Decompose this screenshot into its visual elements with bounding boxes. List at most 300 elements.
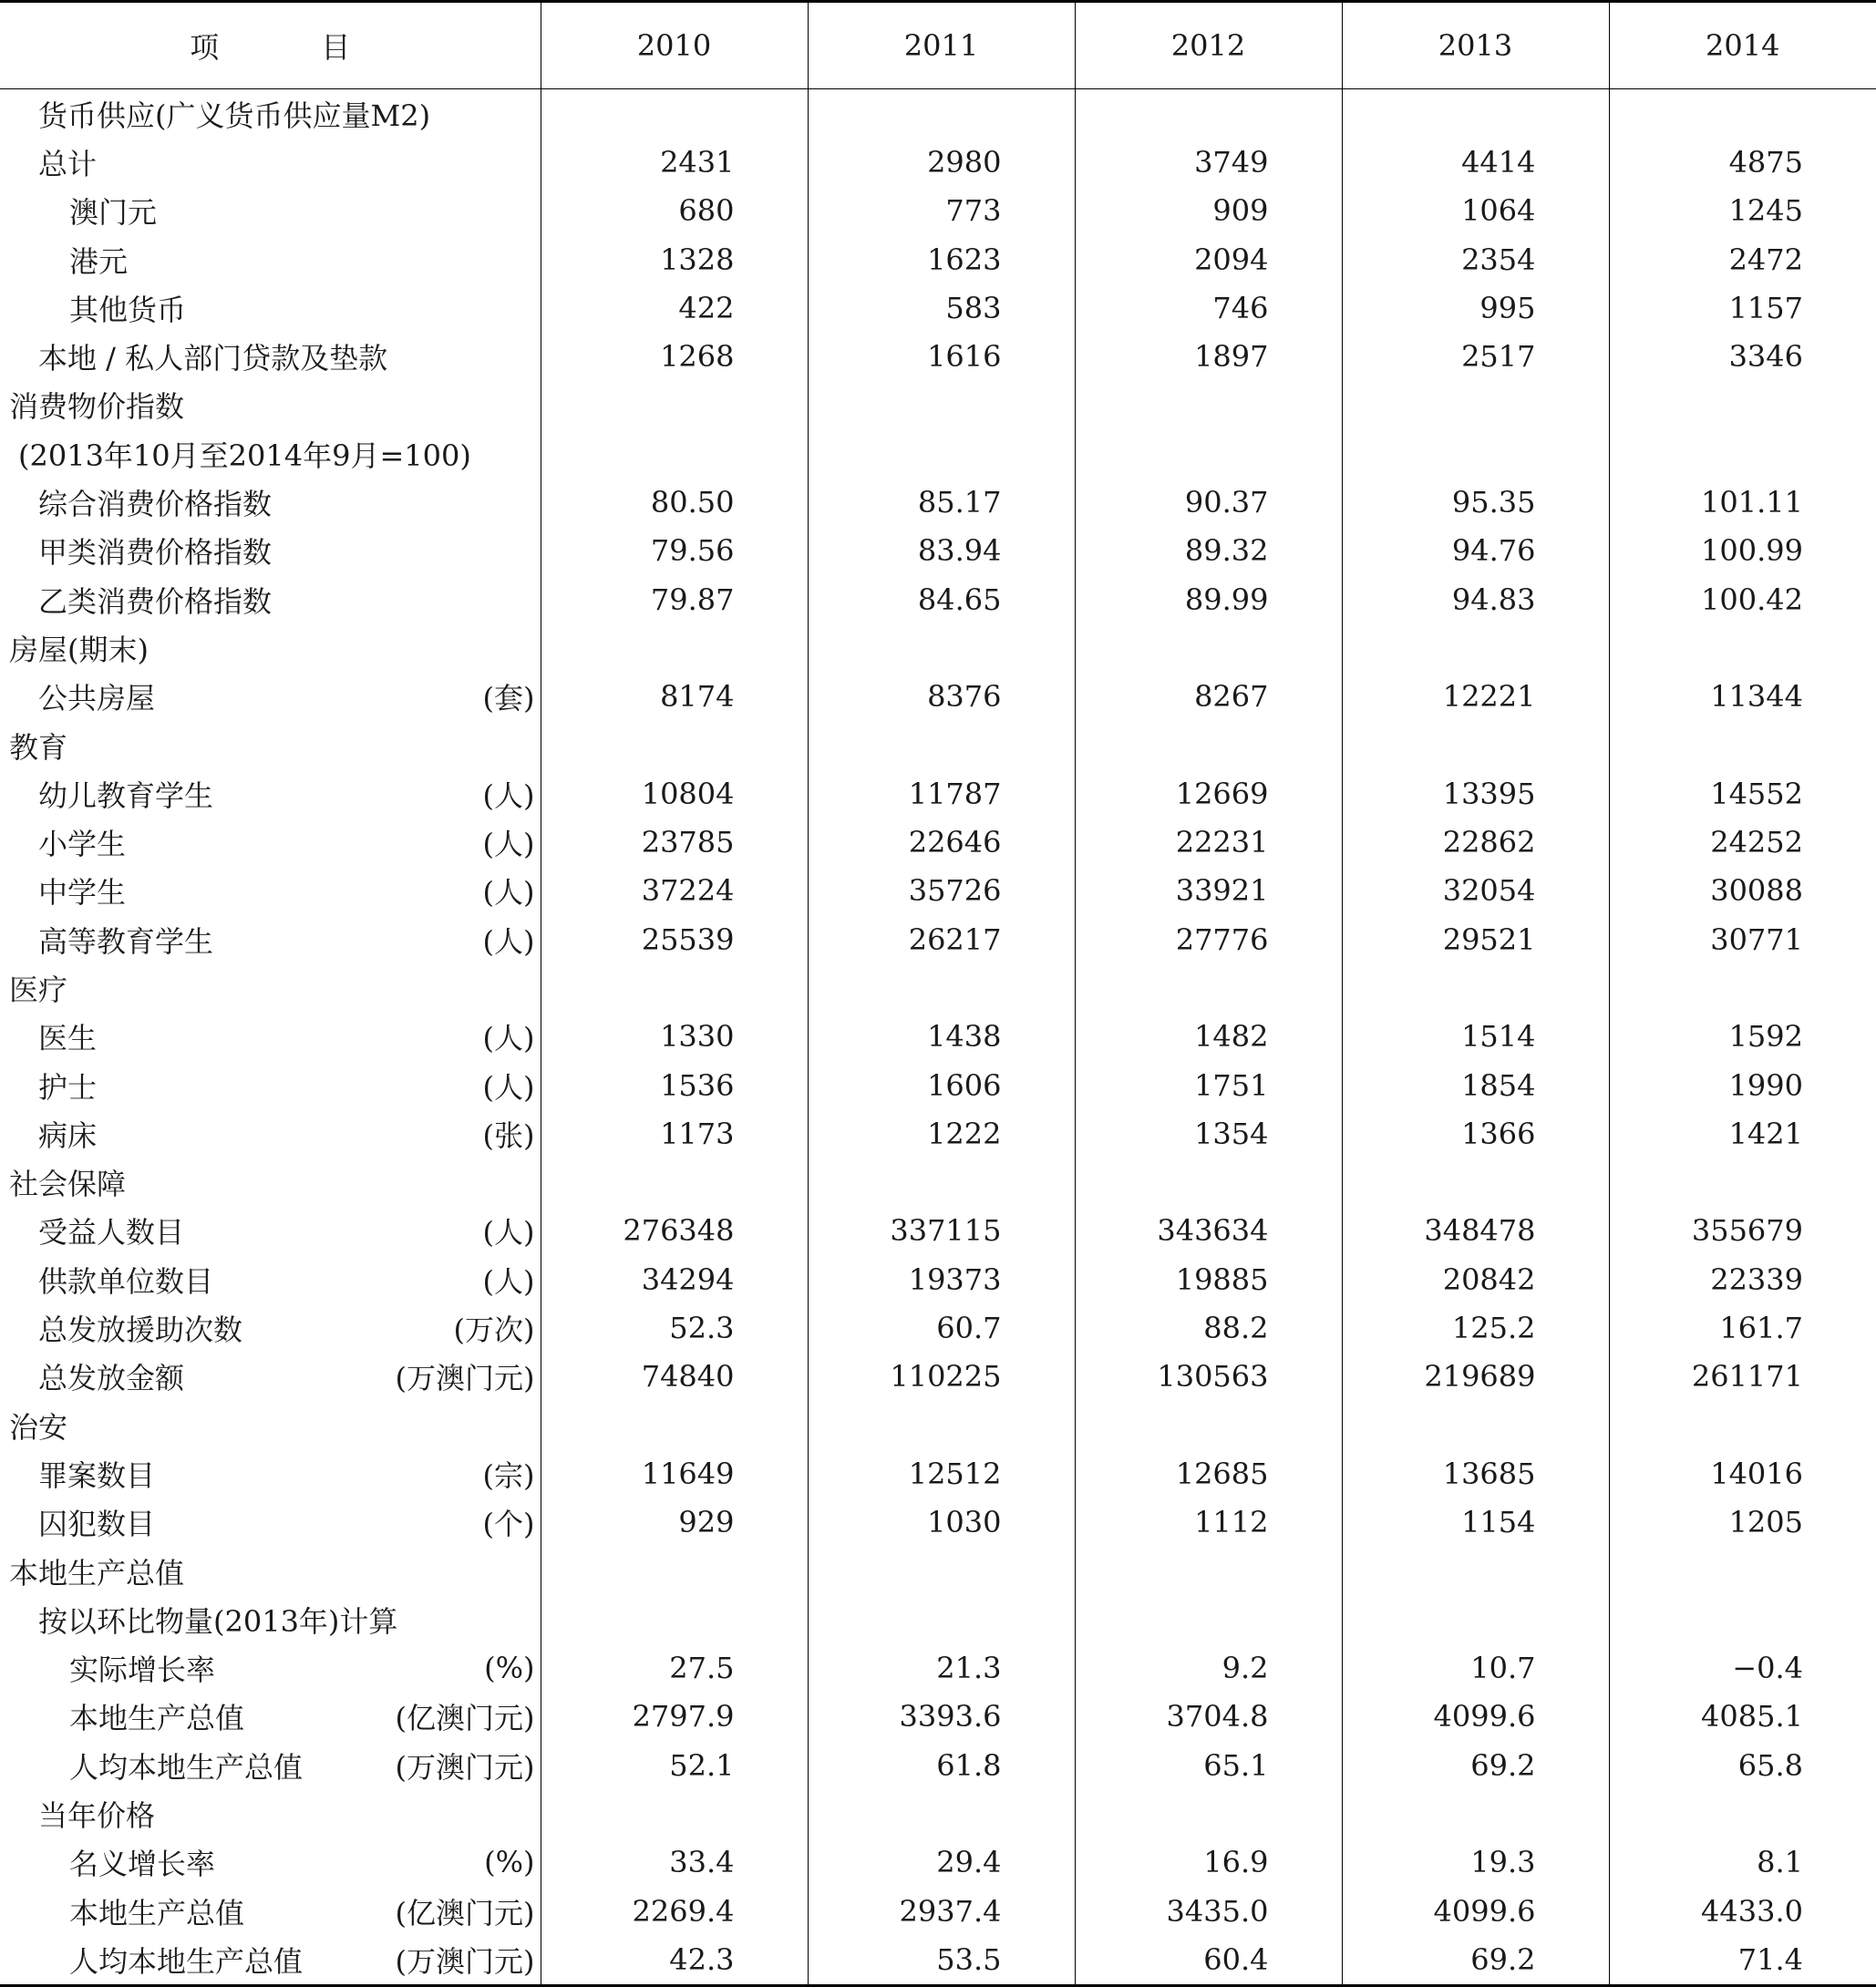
- value-cell: [808, 1401, 1075, 1449]
- value-cell: 60.7: [808, 1303, 1075, 1352]
- value-cell: 100.99: [1609, 527, 1876, 575]
- value-cell: [541, 1547, 808, 1595]
- value-cell: [1609, 89, 1876, 139]
- row-label-cell: [0, 1887, 541, 1935]
- row-label: 总计: [38, 146, 98, 181]
- value-cell: 1616: [808, 332, 1075, 380]
- table-row: [0, 1547, 1876, 1595]
- value-cell: 52.3: [541, 1303, 808, 1352]
- row-label-cell: [0, 575, 541, 623]
- value-cell: [808, 381, 1075, 429]
- table-row: [0, 332, 1876, 380]
- row-label-cell: [0, 1449, 541, 1498]
- table-body: [0, 89, 1876, 1986]
- table-row: [0, 1013, 1876, 1061]
- row-label-cell: [0, 963, 541, 1012]
- value-cell: 3346: [1609, 332, 1876, 380]
- value-cell: [1075, 429, 1342, 478]
- row-label: 教育: [9, 729, 68, 765]
- header-year: 2012: [1075, 2, 1342, 89]
- row-label-cell: [0, 769, 541, 818]
- value-cell: [808, 1789, 1075, 1838]
- row-unit: (张): [482, 1117, 535, 1153]
- row-label: 医疗: [9, 972, 68, 1007]
- row-label: 人均本地生产总值: [69, 1943, 304, 1979]
- row-label: 本地 / 私人部门贷款及垫款: [38, 341, 388, 376]
- row-label: 货币供应(广义货币供应量M2): [38, 98, 431, 133]
- value-cell: [541, 89, 808, 139]
- row-label: 澳门元: [69, 195, 158, 231]
- value-cell: [808, 623, 1075, 672]
- row-label: 社会保障: [9, 1167, 127, 1202]
- row-label-cell: [0, 1158, 541, 1207]
- value-cell: 22231: [1075, 818, 1342, 866]
- row-label: 总发放金额: [38, 1361, 185, 1396]
- value-cell: 1592: [1609, 1013, 1876, 1061]
- value-cell: 29521: [1342, 915, 1609, 963]
- value-cell: [541, 1158, 808, 1207]
- value-cell: 37224: [541, 867, 808, 915]
- value-cell: 85.17: [808, 478, 1075, 526]
- row-label-cell: [0, 1693, 541, 1741]
- value-cell: [1075, 89, 1342, 139]
- value-cell: [1075, 381, 1342, 429]
- value-cell: 101.11: [1609, 478, 1876, 526]
- value-cell: 13395: [1342, 769, 1609, 818]
- row-label-cell: [0, 235, 541, 283]
- value-cell: 8267: [1075, 673, 1342, 721]
- table-row: [0, 1887, 1876, 1935]
- row-unit: (个): [482, 1507, 535, 1542]
- row-unit: (人): [482, 1215, 535, 1251]
- value-cell: 21.3: [808, 1644, 1075, 1693]
- value-cell: 337115: [808, 1207, 1075, 1255]
- row-label: 名义增长率: [69, 1847, 216, 1882]
- row-label: 公共房屋: [38, 681, 156, 716]
- value-cell: 89.32: [1075, 527, 1342, 575]
- row-unit: (人): [482, 1069, 535, 1105]
- value-cell: 12512: [808, 1449, 1075, 1498]
- row-label: 港元: [69, 243, 129, 279]
- row-label-cell: [0, 527, 541, 575]
- table-row: [0, 721, 1876, 769]
- value-cell: [1609, 963, 1876, 1012]
- row-label-cell: [0, 623, 541, 672]
- value-cell: 19885: [1075, 1255, 1342, 1303]
- value-cell: 65.1: [1075, 1741, 1342, 1789]
- value-cell: [808, 1158, 1075, 1207]
- value-cell: 25539: [541, 915, 808, 963]
- value-cell: [1609, 1401, 1876, 1449]
- value-cell: 276348: [541, 1207, 808, 1255]
- value-cell: 1606: [808, 1061, 1075, 1109]
- value-cell: 1623: [808, 235, 1075, 283]
- row-unit: (%): [484, 1651, 535, 1686]
- row-label: 高等教育学生: [38, 923, 214, 959]
- row-label: 治安: [9, 1409, 68, 1445]
- value-cell: 1064: [1342, 187, 1609, 235]
- value-cell: 52.1: [541, 1741, 808, 1789]
- value-cell: [541, 1789, 808, 1838]
- value-cell: 27776: [1075, 915, 1342, 963]
- table-row: [0, 1401, 1876, 1449]
- value-cell: 22862: [1342, 818, 1609, 866]
- table-row: [0, 673, 1876, 721]
- row-label-cell: [0, 332, 541, 380]
- value-cell: 27.5: [541, 1644, 808, 1693]
- value-cell: 110225: [808, 1353, 1075, 1401]
- row-label-cell: [0, 1498, 541, 1547]
- row-label: 囚犯数目: [38, 1507, 156, 1542]
- table-row: [0, 1838, 1876, 1887]
- value-cell: 19.3: [1342, 1838, 1609, 1887]
- value-cell: 79.87: [541, 575, 808, 623]
- row-unit: (万次): [453, 1313, 535, 1348]
- value-cell: [1342, 1547, 1609, 1595]
- table-row: [0, 1109, 1876, 1158]
- value-cell: [1609, 1158, 1876, 1207]
- value-cell: 261171: [1609, 1353, 1876, 1401]
- value-cell: [1342, 381, 1609, 429]
- value-cell: 1990: [1609, 1061, 1876, 1109]
- value-cell: [808, 1595, 1075, 1643]
- row-label-cell: [0, 1353, 541, 1401]
- row-label: 受益人数目: [38, 1215, 185, 1251]
- value-cell: [1342, 1595, 1609, 1643]
- value-cell: 8376: [808, 673, 1075, 721]
- value-cell: 1366: [1342, 1109, 1609, 1158]
- row-label-cell: [0, 1013, 541, 1061]
- value-cell: 9.2: [1075, 1644, 1342, 1693]
- value-cell: 3704.8: [1075, 1693, 1342, 1741]
- value-cell: [1609, 1789, 1876, 1838]
- table-row: [0, 478, 1876, 526]
- value-cell: 2431: [541, 138, 808, 186]
- row-label-cell: [0, 673, 541, 721]
- value-cell: 69.2: [1342, 1935, 1609, 1985]
- value-cell: 4099.6: [1342, 1887, 1609, 1935]
- value-cell: 60.4: [1075, 1935, 1342, 1985]
- value-cell: 1514: [1342, 1013, 1609, 1061]
- row-label-cell: [0, 1061, 541, 1109]
- row-unit: (人): [482, 777, 535, 813]
- table-row: [0, 1498, 1876, 1547]
- row-label-cell: [0, 89, 541, 139]
- value-cell: 1222: [808, 1109, 1075, 1158]
- value-cell: 1482: [1075, 1013, 1342, 1061]
- value-cell: 12685: [1075, 1449, 1342, 1498]
- value-cell: [808, 1547, 1075, 1595]
- row-unit: (万澳门元): [395, 1943, 535, 1979]
- row-unit: (人): [482, 923, 535, 959]
- value-cell: [1609, 1595, 1876, 1643]
- value-cell: [1075, 721, 1342, 769]
- value-cell: 14552: [1609, 769, 1876, 818]
- table-row: [0, 1158, 1876, 1207]
- value-cell: [1342, 623, 1609, 672]
- value-cell: [541, 1401, 808, 1449]
- value-cell: 161.7: [1609, 1303, 1876, 1352]
- row-label: (2013年10月至2014年9月=100): [18, 438, 471, 473]
- row-label-cell: [0, 1255, 541, 1303]
- value-cell: 2094: [1075, 235, 1342, 283]
- value-cell: 3393.6: [808, 1693, 1075, 1741]
- row-label-cell: [0, 867, 541, 915]
- value-cell: 1854: [1342, 1061, 1609, 1109]
- value-cell: 343634: [1075, 1207, 1342, 1255]
- row-label-cell: [0, 915, 541, 963]
- row-label: 罪案数目: [38, 1457, 156, 1493]
- row-label-cell: [0, 1838, 541, 1887]
- value-cell: 22646: [808, 818, 1075, 866]
- value-cell: [1342, 963, 1609, 1012]
- value-cell: −0.4: [1609, 1644, 1876, 1693]
- value-cell: 219689: [1342, 1353, 1609, 1401]
- value-cell: 53.5: [808, 1935, 1075, 1985]
- value-cell: [1075, 1789, 1342, 1838]
- value-cell: 100.42: [1609, 575, 1876, 623]
- value-cell: [541, 429, 808, 478]
- value-cell: [808, 429, 1075, 478]
- value-cell: 3749: [1075, 138, 1342, 186]
- value-cell: [1609, 429, 1876, 478]
- table-row: [0, 623, 1876, 672]
- value-cell: 24252: [1609, 818, 1876, 866]
- value-cell: [1342, 1401, 1609, 1449]
- value-cell: 4099.6: [1342, 1693, 1609, 1741]
- row-label: 其他货币: [69, 292, 187, 327]
- value-cell: 12669: [1075, 769, 1342, 818]
- row-label-cell: [0, 138, 541, 186]
- row-unit: (%): [484, 1845, 535, 1880]
- value-cell: [1609, 721, 1876, 769]
- row-label-cell: [0, 187, 541, 235]
- value-cell: 2354: [1342, 235, 1609, 283]
- row-label: 按以环比物量(2013年)计算: [38, 1603, 398, 1639]
- header-item-char-b: 目: [321, 30, 351, 65]
- value-cell: 2937.4: [808, 1887, 1075, 1935]
- row-label-cell: [0, 1595, 541, 1643]
- value-cell: [1609, 623, 1876, 672]
- row-unit: (人): [482, 1021, 535, 1056]
- table-row: [0, 1353, 1876, 1401]
- value-cell: 89.99: [1075, 575, 1342, 623]
- value-cell: 11649: [541, 1449, 808, 1498]
- row-label-cell: [0, 429, 541, 478]
- value-cell: 71.4: [1609, 1935, 1876, 1985]
- value-cell: 2980: [808, 138, 1075, 186]
- value-cell: 4875: [1609, 138, 1876, 186]
- value-cell: 65.8: [1609, 1741, 1876, 1789]
- table-row: [0, 187, 1876, 235]
- row-label-cell: [0, 1303, 541, 1352]
- row-unit: (人): [482, 827, 535, 862]
- value-cell: 8.1: [1609, 1838, 1876, 1887]
- row-label-cell: [0, 283, 541, 332]
- table-row: [0, 963, 1876, 1012]
- row-label: 护士: [38, 1069, 98, 1105]
- row-label-cell: [0, 1789, 541, 1838]
- value-cell: 16.9: [1075, 1838, 1342, 1887]
- header-year: 2011: [808, 2, 1075, 89]
- value-cell: [1342, 1158, 1609, 1207]
- value-cell: [808, 721, 1075, 769]
- table-row: [0, 527, 1876, 575]
- row-label: 幼儿教育学生: [38, 777, 214, 813]
- value-cell: 80.50: [541, 478, 808, 526]
- value-cell: [1342, 429, 1609, 478]
- row-label-cell: [0, 1401, 541, 1449]
- value-cell: 125.2: [1342, 1303, 1609, 1352]
- value-cell: 14016: [1609, 1449, 1876, 1498]
- table-row: [0, 769, 1876, 818]
- value-cell: 32054: [1342, 867, 1609, 915]
- value-cell: 4433.0: [1609, 1887, 1876, 1935]
- table-row: [0, 381, 1876, 429]
- value-cell: 1328: [541, 235, 808, 283]
- header-year: 2014: [1609, 2, 1876, 89]
- row-label: 人均本地生产总值: [69, 1749, 304, 1785]
- value-cell: 20842: [1342, 1255, 1609, 1303]
- header-item: [0, 2, 541, 89]
- table-row: [0, 575, 1876, 623]
- value-cell: 69.2: [1342, 1741, 1609, 1789]
- header-item-char-a: 项: [190, 30, 220, 65]
- row-label: 医生: [38, 1021, 98, 1056]
- value-cell: 2269.4: [541, 1887, 808, 1935]
- row-unit: (套): [482, 681, 535, 716]
- value-cell: 348478: [1342, 1207, 1609, 1255]
- value-cell: 8174: [541, 673, 808, 721]
- value-cell: [1075, 1547, 1342, 1595]
- row-label-cell: [0, 1741, 541, 1789]
- value-cell: 1030: [808, 1498, 1075, 1547]
- value-cell: 12221: [1342, 673, 1609, 721]
- value-cell: [1075, 1595, 1342, 1643]
- table-row: [0, 283, 1876, 332]
- value-cell: [808, 89, 1075, 139]
- value-cell: 583: [808, 283, 1075, 332]
- table-row: [0, 1255, 1876, 1303]
- value-cell: [1075, 1158, 1342, 1207]
- row-label: 综合消费价格指数: [38, 487, 273, 522]
- value-cell: [541, 721, 808, 769]
- value-cell: 10.7: [1342, 1644, 1609, 1693]
- value-cell: [1342, 1789, 1609, 1838]
- row-unit: (亿澳门元): [395, 1895, 535, 1930]
- value-cell: [808, 963, 1075, 1012]
- value-cell: 94.76: [1342, 527, 1609, 575]
- value-cell: [1609, 1547, 1876, 1595]
- table-row: [0, 235, 1876, 283]
- row-unit: (人): [482, 875, 535, 911]
- value-cell: 94.83: [1342, 575, 1609, 623]
- value-cell: 10804: [541, 769, 808, 818]
- header-year: 2013: [1342, 2, 1609, 89]
- table-row: [0, 1207, 1876, 1255]
- row-label: 当年价格: [38, 1798, 156, 1834]
- row-unit: (亿澳门元): [395, 1701, 535, 1736]
- header-row: [0, 2, 1876, 89]
- table-row: [0, 1595, 1876, 1643]
- row-label-cell: [0, 818, 541, 866]
- row-label-cell: [0, 1547, 541, 1595]
- table-row: [0, 1449, 1876, 1498]
- value-cell: 1157: [1609, 283, 1876, 332]
- table-row: [0, 1935, 1876, 1985]
- table-row: [0, 89, 1876, 139]
- value-cell: 1268: [541, 332, 808, 380]
- value-cell: 95.35: [1342, 478, 1609, 526]
- value-cell: 26217: [808, 915, 1075, 963]
- value-cell: 74840: [541, 1353, 808, 1401]
- value-cell: [1075, 963, 1342, 1012]
- value-cell: 422: [541, 283, 808, 332]
- value-cell: 909: [1075, 187, 1342, 235]
- table-row: [0, 429, 1876, 478]
- value-cell: 3435.0: [1075, 1887, 1342, 1935]
- row-label: 病床: [38, 1117, 98, 1153]
- value-cell: [541, 623, 808, 672]
- value-cell: 2797.9: [541, 1693, 808, 1741]
- table-row: [0, 1693, 1876, 1741]
- value-cell: 33.4: [541, 1838, 808, 1887]
- table-row: [0, 1303, 1876, 1352]
- value-cell: 4414: [1342, 138, 1609, 186]
- value-cell: 130563: [1075, 1353, 1342, 1401]
- row-label-cell: [0, 1935, 541, 1985]
- value-cell: 11344: [1609, 673, 1876, 721]
- row-label: 供款单位数目: [38, 1263, 214, 1299]
- table-row: [0, 818, 1876, 866]
- row-label-cell: [0, 381, 541, 429]
- value-cell: [1342, 89, 1609, 139]
- value-cell: 1245: [1609, 187, 1876, 235]
- value-cell: 929: [541, 1498, 808, 1547]
- row-label: 房屋(期末): [9, 632, 149, 667]
- value-cell: [1342, 721, 1609, 769]
- value-cell: 355679: [1609, 1207, 1876, 1255]
- value-cell: 42.3: [541, 1935, 808, 1985]
- row-label: 总发放援助次数: [38, 1313, 243, 1348]
- value-cell: 1154: [1342, 1498, 1609, 1547]
- value-cell: 1205: [1609, 1498, 1876, 1547]
- row-label: 小学生: [38, 827, 127, 862]
- value-cell: 23785: [541, 818, 808, 866]
- value-cell: 2472: [1609, 235, 1876, 283]
- table-row: [0, 138, 1876, 186]
- value-cell: 30088: [1609, 867, 1876, 915]
- value-cell: 34294: [541, 1255, 808, 1303]
- row-label: 甲类消费价格指数: [38, 535, 273, 571]
- value-cell: [1075, 1401, 1342, 1449]
- row-label: 乙类消费价格指数: [38, 583, 273, 619]
- value-cell: 746: [1075, 283, 1342, 332]
- value-cell: 1173: [541, 1109, 808, 1158]
- row-label-cell: [0, 721, 541, 769]
- row-label-cell: [0, 1109, 541, 1158]
- row-label-cell: [0, 1644, 541, 1693]
- value-cell: 1330: [541, 1013, 808, 1061]
- value-cell: 83.94: [808, 527, 1075, 575]
- row-label: 本地生产总值: [69, 1895, 245, 1930]
- value-cell: [541, 963, 808, 1012]
- table-row: [0, 1789, 1876, 1838]
- value-cell: 30771: [1609, 915, 1876, 963]
- row-unit: (万澳门元): [395, 1361, 535, 1396]
- row-label-cell: [0, 478, 541, 526]
- value-cell: 1897: [1075, 332, 1342, 380]
